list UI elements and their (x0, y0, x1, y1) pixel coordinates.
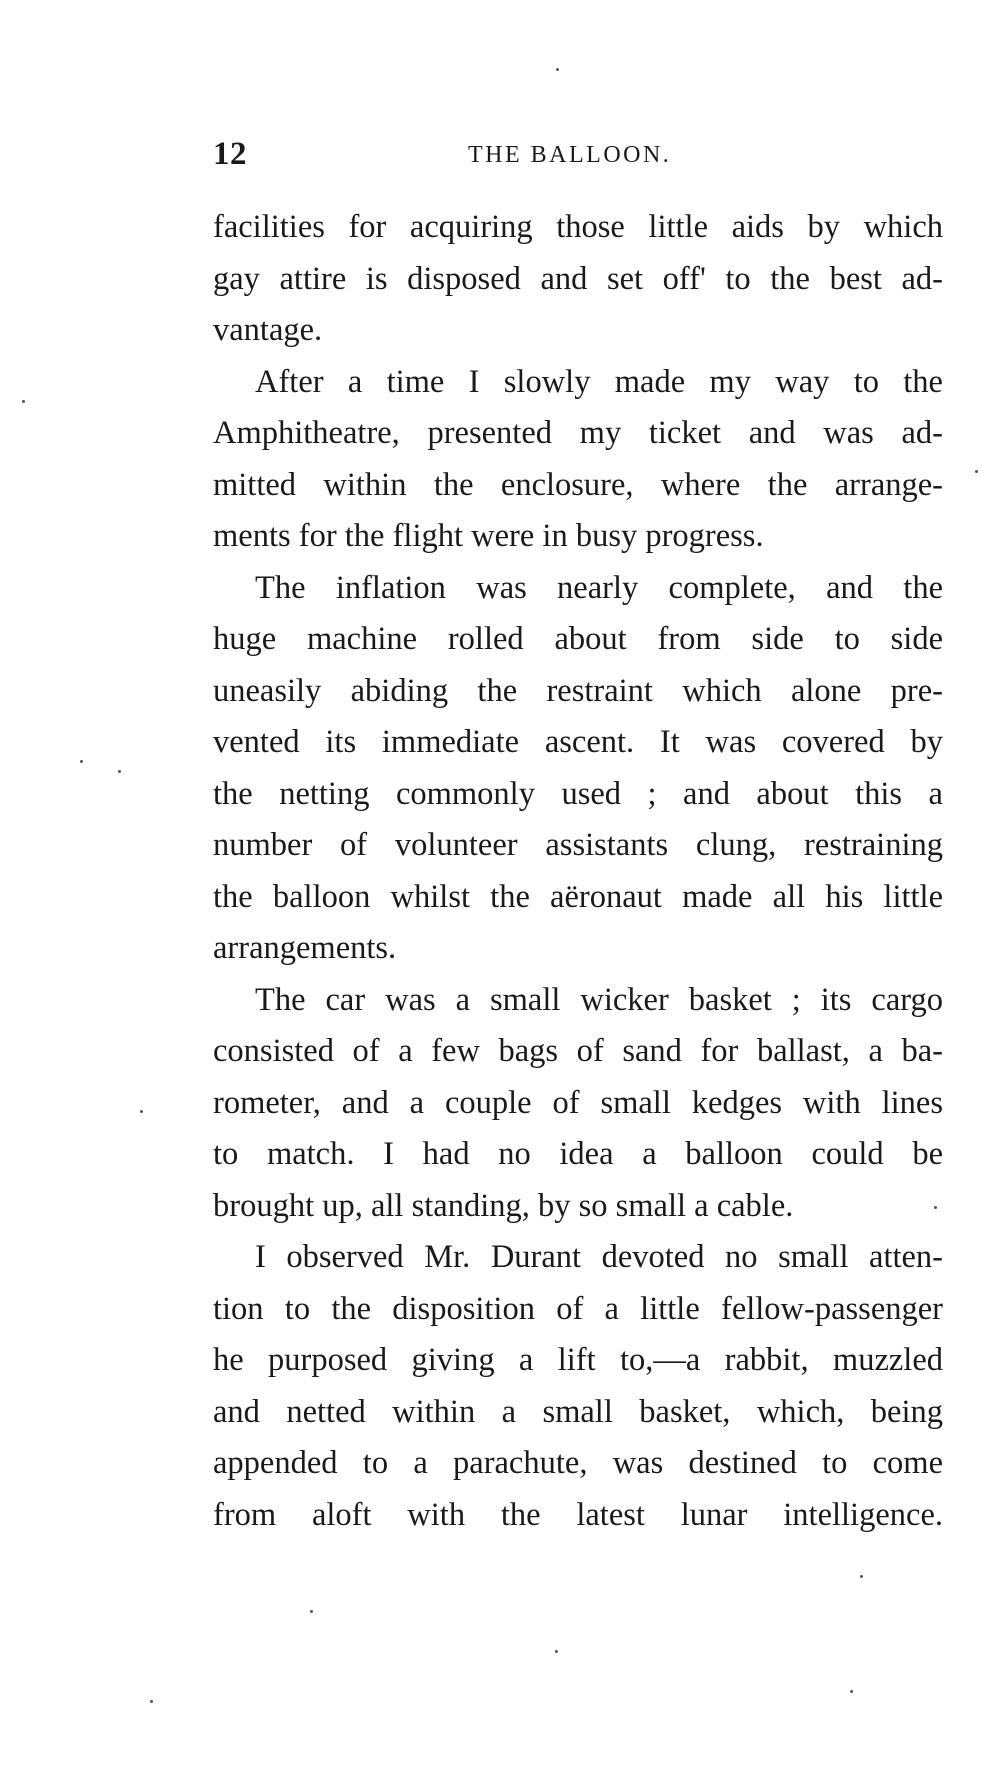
text-line: Amphitheatre, presented my ticket and was ad- (213, 415, 943, 451)
text-line: appended to a parachute, was destined to come (213, 1445, 943, 1481)
running-title: THE BALLOON. (468, 142, 672, 168)
scan-speck (22, 400, 25, 403)
text-line: brought up, all standing, by so small a cable. (213, 1187, 794, 1224)
scan-speck (310, 1610, 313, 1613)
text-line: arrangements. (213, 930, 397, 966)
text-line: consisted of a few bags of sand for ballast, a ba- (213, 1033, 943, 1069)
text-line: the balloon whilst the aëronaut made all his little (213, 878, 943, 915)
page-number: 12 (213, 136, 247, 172)
scan-speck (556, 68, 559, 71)
scan-speck (555, 1650, 558, 1653)
text-line: from aloft with the latest lunar intelligence. (213, 1496, 943, 1533)
text-line: After a time I slowly made my way to the (255, 363, 943, 400)
scan-speck (118, 770, 121, 773)
paragraph-4 (213, 975, 943, 1233)
text-line: The car was a small wicker basket ; its cargo (255, 981, 943, 1018)
text-line: to match. I had no idea a balloon could be (213, 1136, 943, 1172)
text-line: vented its immediate ascent. It was covered by (213, 724, 943, 760)
text-line: vantage. (213, 312, 323, 348)
text-line: I observed Mr. Durant devoted no small atten- (255, 1239, 943, 1275)
text-line: and netted within a small basket, which, being (213, 1393, 943, 1430)
text-line: uneasily abiding the restraint which alone pre- (213, 672, 943, 709)
text-line: the netting commonly used ; and about this a (213, 775, 943, 812)
scan-speck (860, 1575, 863, 1578)
running-head (213, 136, 943, 176)
text-line: number of volunteer assistants clung, restraining (213, 827, 943, 863)
scan-speck (150, 1700, 153, 1703)
text-line: gay attire is disposed and set off' to the best ad- (213, 260, 943, 297)
scan-speck (80, 760, 83, 763)
text-line: The inflation was nearly complete, and the (255, 569, 943, 606)
text-line: he purposed giving a lift to,—a rabbit, muzzled (213, 1342, 943, 1378)
scan-speck (850, 1690, 853, 1693)
paragraph-3 (213, 563, 943, 975)
paragraph-1 (213, 202, 943, 357)
text-line: huge machine rolled about from side to side (213, 621, 943, 657)
scan-speck (934, 1206, 937, 1209)
text-line: mitted within the enclosure, where the arrange- (213, 466, 943, 503)
scan-speck (975, 470, 978, 473)
body-text (213, 202, 943, 1541)
paragraph-5 (213, 1232, 943, 1541)
text-line: facilities for acquiring those little aids by which (213, 209, 943, 245)
text-line: tion to the disposition of a little fellow-passenger (213, 1290, 943, 1327)
text-line: ments for the flight were in busy progress. (213, 518, 764, 554)
paragraph-2 (213, 357, 943, 563)
text-line: rometer, and a couple of small kedges with lines (213, 1084, 943, 1121)
scan-speck (140, 1110, 143, 1113)
